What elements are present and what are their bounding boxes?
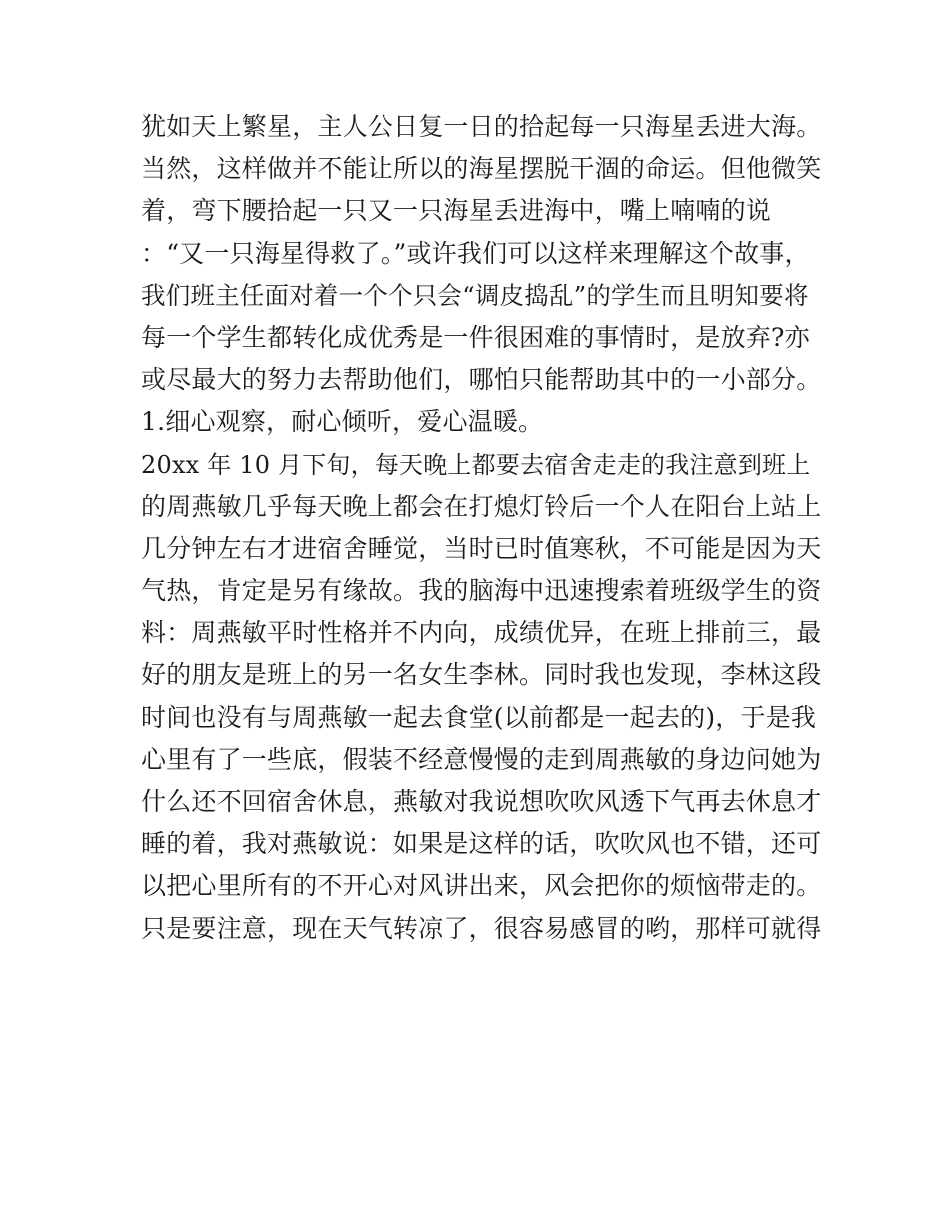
text-line: 当然，这样做并不能让所以的海星摆脱干涸的命运。但他微笑	[141, 154, 822, 184]
text-line: 心里有了一些底，假装不经意慢慢的走到周燕敏的身边问她为	[141, 744, 822, 774]
text-line: 好的朋友是班上的另一名女生李林。同时我也发现，李林这段	[141, 660, 822, 690]
text-line: 时间也没有与周燕敏一起去食堂(以前都是一起去的)，于是我	[141, 702, 817, 732]
text-line: 几分钟左右才进宿舍睡觉，当时已时值寒秋，不可能是因为天	[141, 533, 822, 563]
text-line: 睡的着，我对燕敏说：如果是这样的话，吹吹风也不错，还可	[141, 829, 822, 859]
text-line: 着，弯下腰拾起一只又一只海星丢进海中，嘴上喃喃的说	[141, 196, 772, 226]
text-line: 犹如天上繁星，主人公日复一日的拾起每一只海星丢进大海。	[141, 112, 822, 141]
text-line: 以把心里所有的不开心对风讲出来，风会把你的烦恼带走的。	[141, 871, 822, 901]
text-line: 什么还不回宿舍休息，燕敏对我说想吹吹风透下气再去休息才	[141, 787, 822, 816]
text-line: 20xx 年 10 月下旬，每天晚上都要去宿舍走走的我注意到班上	[141, 450, 811, 479]
text-line: 或尽最大的努力去帮助他们，哪怕只能帮助其中的一小部分。	[141, 365, 822, 395]
text-line: 每一个学生都转化成优秀是一件很困难的事情时，是放弃?亦	[141, 322, 810, 352]
text-line: 料：周燕敏平时性格并不内向，成绩优异，在班上排前三，最	[141, 618, 822, 648]
section-heading: 1.细心观察，耐心倾听，爱心温暖。	[141, 407, 544, 437]
text-line: 我们班主任面对着一个个只会“调皮捣乱”的学生而且明知要将	[141, 280, 809, 310]
document-body	[141, 106, 821, 950]
text-line: 的周燕敏几乎每天晚上都会在打熄灯铃后一个人在阳台上站上	[141, 491, 822, 521]
text-line: ：“又一只海星得救了。”或许我们可以这样来理解这个故事，	[141, 238, 810, 268]
text-line: 只是要注意，现在天气转凉了，很容易感冒的哟，那样可就得	[141, 913, 822, 943]
text-line: 气热，肯定是另有缘故。我的脑海中迅速搜索着班级学生的资	[141, 576, 822, 606]
